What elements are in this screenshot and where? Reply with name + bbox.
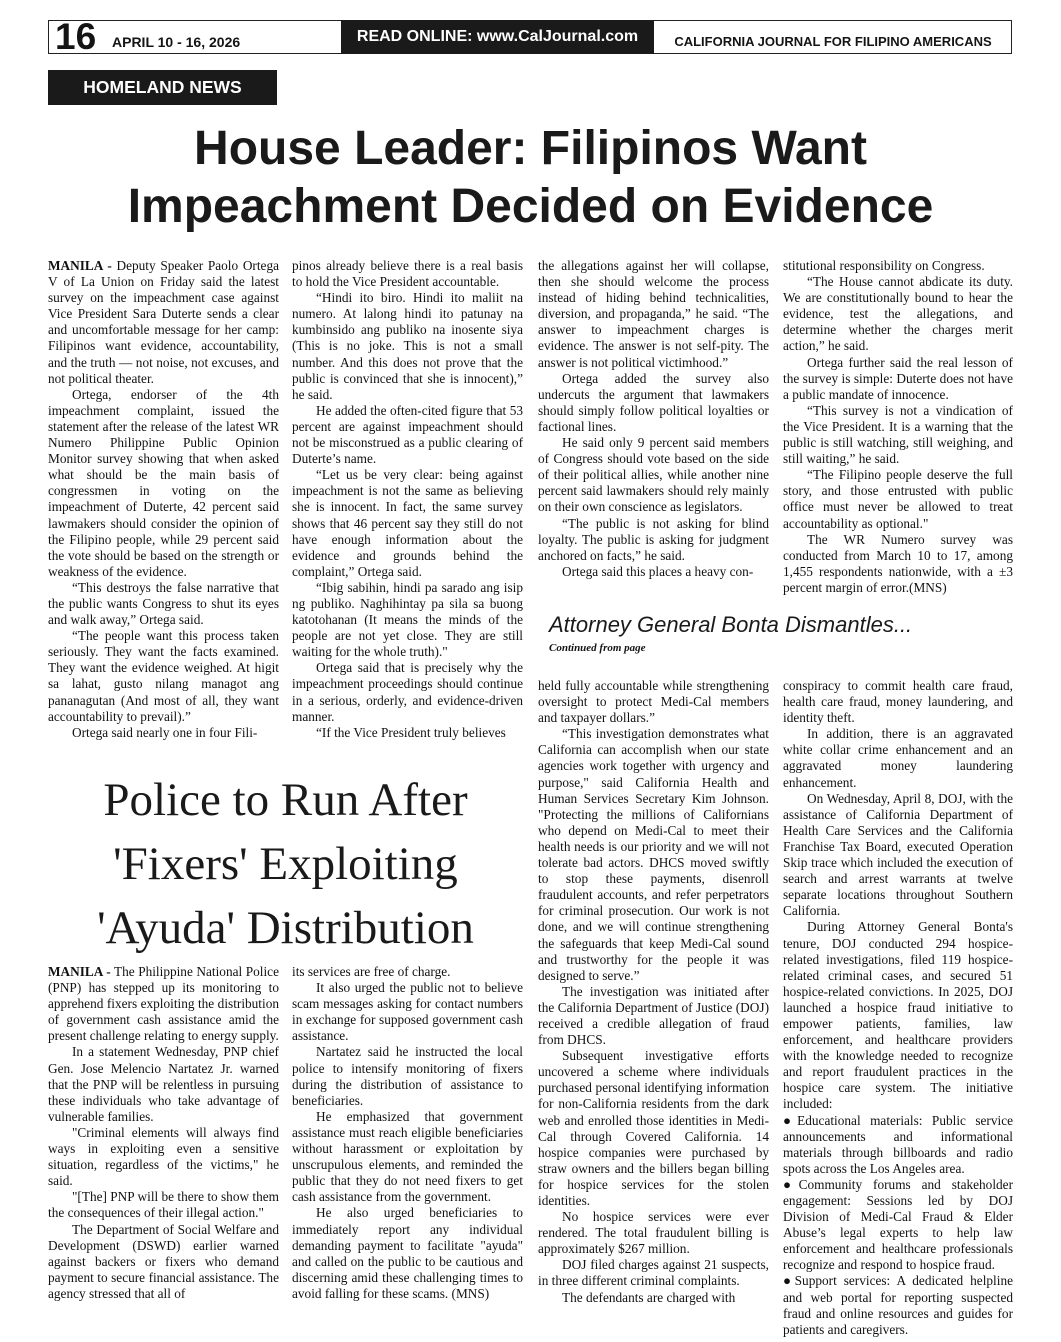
article2-paragraph: MANILA - The Philippine National Police (PNP) has stepped up its monitoring to apprehend fixers exploiting the distribution of government cash assistance amid the present challenge relating to energy supply. bbox=[48, 964, 279, 1044]
article1-paragraph: Ortega further said the real lesson of the survey is simple: Duterte does not have a public mandate of innocence. bbox=[783, 354, 1013, 402]
dateline: MANILA - bbox=[48, 258, 112, 273]
article2-paragraph: He also urged beneficiaries to immediately report any individual demanding payment to facilitate "ayuda" and called on the public to be cautious and discerning amid these challenging times to avoid falling for these scams. (MNS) bbox=[292, 1205, 523, 1301]
article1-paragraph: “Ibig sabihin, hindi pa sarado ang isip ng publiko. Naghihintay pa sila sa buong katotohanan (It means the minds of the people are not yet close. They are still waiting for the whole truth)." bbox=[292, 579, 523, 660]
dateline: MANILA - bbox=[48, 964, 111, 979]
article1-paragraph: “The Filipino people deserve the full story, and those entrusted with public office must never be allowed to treat accountability as optional." bbox=[783, 467, 1013, 531]
article1-paragraph: Ortega said nearly one in four Fili- bbox=[72, 724, 258, 740]
bullet-item: ●Community forums and stakeholder engagement: Sessions led by DOJ Division of Medi-Cal Fraud & Elder Abuse’s legal experts to help law enforcement and healthcare professionals recognize and respond to hospice fraud. bbox=[783, 1176, 1013, 1273]
article1-paragraph: pinos already believe there is a real basis to hold the Vice President accountable. bbox=[292, 258, 523, 290]
article3-paragraph: The defendants are charged with bbox=[562, 1289, 736, 1305]
article1-paragraph: The WR Numero survey was conducted from March 10 to 17, among 1,455 respondents nationwide, with a ±3 percent margin of error.(MNS) bbox=[783, 531, 1013, 595]
article3-paragraph: During Attorney General Bonta's tenure, DOJ conducted 294 hospice-related investigations, filed 119 hospice-related criminal cases, and secured 51 hospice-related convictions. In 2025, DOJ launched a hospice fraud initiative to empower patients, families, law enforcement, and healthcare providers with the knowledge needed to recognize and report fraudulent practices in the hospice care system. The initiative included: bbox=[783, 919, 1013, 1112]
article1-paragraph: “Let us be very clear: being against impeachment is not the same as believing she is innocent. In fact, the same survey shows that 46 percent say they still do not have enough information about the evidence and grounds behind the complaint,” Ortega said. bbox=[292, 467, 523, 579]
article1-paragraph: “This survey is not a vindication of the Vice President. It is a warning that the public is still watching, still weighing, and still waiting,” he said. bbox=[783, 402, 1013, 467]
article1-paragraph: “The people want this process taken seriously. They want the facts examined. They want the evidence weighed. At higit sa lahat, gusto nilang managot ang pananagutan (And most of all, they want accountability to prevail).” bbox=[48, 628, 279, 724]
article3-paragraph: On Wednesday, April 8, DOJ, with the assistance of California Department of Health Care Services and the California Franchise Tax Board, executed Operation Skip trace which included the execution of search and arrest warrants at twelve separate locations throughout Southern California. bbox=[783, 790, 1013, 919]
article2-paragraph: The Department of Social Welfare and Development (DSWD) earlier warned against backers or fixers who demand payment to secure financial assistance. The agency stressed that all of bbox=[48, 1221, 279, 1301]
article1-paragraph: He said only 9 percent said members of Congress should vote based on the side of their political allies, while another nine percent said lawmakers should rely mainly on their own conscience as legislators. bbox=[538, 435, 769, 515]
article1-column-1 bbox=[48, 258, 279, 741]
article2-paragraph: In a statement Wednesday, PNP chief Gen. Jose Melencio Nartatez Jr. warned that the PNP will be relentless in pursuing these individuals who take advantage of vulnerable families. bbox=[48, 1044, 279, 1124]
article2-paragraph: Nartatez said he instructed the local police to intensify monitoring of fixers during the distribution of assistance to beneficiaries. bbox=[292, 1044, 523, 1108]
article1-paragraph: Ortega said this places a heavy con- bbox=[562, 563, 754, 579]
article1-paragraph: “If the Vice President truly believes bbox=[316, 724, 506, 740]
bullet-item: ●Support services: A dedicated helpline and web portal for reporting suspected fraud and online resources and guides for patients and caregivers. bbox=[783, 1273, 1013, 1337]
article1-paragraph: MANILA - Deputy Speaker Paolo Ortega V of La Union on Friday said the latest survey on the impeachment case against Vice President Sara Duterte sends a clear and uncomfortable message for her camp: Filipinos want evidence, accountability, and the truth — not noise, not excuses, and not political theater. bbox=[48, 258, 280, 386]
article1-column-4 bbox=[783, 258, 1013, 596]
article1-column-2 bbox=[292, 258, 523, 741]
article2-paragraph: "Criminal elements will always find ways in exploiting even a sensitive situation, regardless of the victims," he said. bbox=[48, 1124, 279, 1189]
article2-paragraph: its services are free of charge. bbox=[292, 964, 451, 979]
article2-paragraph: "[The] PNP will be there to show them the consequences of their illegal action." bbox=[48, 1189, 279, 1221]
article3-paragraph: The investigation was initiated after the California Department of Justice (DOJ) received a credible allegation of fraud from DHCS. bbox=[538, 983, 769, 1048]
article-headline: House Leader: Filipinos Want Impeachment Decided on Evidence bbox=[127, 122, 934, 233]
article1-paragraph: “The House cannot abdicate its duty. We are constitutionally bound to hear the evidence, test the allegations, and determine whether the charges merit action,” he said. bbox=[783, 274, 1013, 354]
article3-paragraph: In addition, there is an aggravated white collar crime enhancement and an aggravated money laundering enhancement. bbox=[783, 726, 1013, 790]
read-online-banner[interactable]: READ ONLINE: www.CalJournal.com bbox=[341, 20, 654, 54]
article3-column-1 bbox=[538, 678, 769, 1306]
section-label: HOMELAND NEWS bbox=[48, 70, 277, 105]
article1-paragraph: Ortega said that is precisely why the impeachment proceedings should continue in a serious, orderly, and evidence-driven manner. bbox=[292, 660, 523, 724]
article3-paragraph: No hospice services were ever rendered. The total fraudulent billing is approximately $267 million. bbox=[538, 1209, 769, 1257]
article3-column-2 bbox=[783, 678, 1013, 1338]
publication-name: CALIFORNIA JOURNAL FOR FILIPINO AMERICANS bbox=[674, 34, 992, 49]
article1-paragraph: Ortega, endorser of the 4th impeachment complaint, issued the statement after the release of the latest WR Numero Philippine Public Opinion Monitor survey showing that when asked what should be the main basis of congressmen in voting on the impeachment of Duterte, 42 percent said lawmakers should consider the opinion of the Filipino people, while 29 percent said the vote should be based on the strength or weakness of the evidence. bbox=[48, 386, 279, 579]
article3-paragraph: Subsequent investigative efforts uncovered a scheme where individuals purchased personal identifying information for non-California residents from the dark web and enrolled those identities in Medi-Cal through Covered California. 14 hospice companies were purchased by straw owners and the billers began billing for hospice services for the stolen identities. bbox=[538, 1048, 769, 1208]
article3-paragraph: held fully accountable while strengthening oversight to protect Medi-Cal members and taxpayer dollars.” bbox=[538, 678, 769, 726]
article3-paragraph: conspiracy to commit health care fraud, health care fraud, money laundering, and identity theft. bbox=[783, 678, 1013, 726]
police-article-headline: Police to Run After 'Fixers' Exploiting 'Ayuda' Distribution bbox=[97, 774, 474, 954]
issue-date: APRIL 10 - 16, 2026 bbox=[112, 34, 241, 50]
article3-paragraph: “This investigation demonstrates what California can accomplish when our state agencies work together with urgency and purpose," said California Health and Human Services Secretary Kim Johnson. "Protecting the millions of Californians who depend on Medi-Cal to meet their health needs is our priority and we will not tolerate bad actors. DHCS moved swiftly to stop these payments, disenroll fraudulent accounts, and refer perpetrators for criminal prosecution. Our work is not done, and we will continue strengthening the safeguards that keep Medi-Cal sound and trustworthy for the people it was designed to serve.” bbox=[538, 726, 769, 983]
article2-column-2 bbox=[292, 964, 523, 1302]
bullet-item: ●Educational materials: Public service announcements and informational materials through billboards and radio spots across the Los Angeles area. bbox=[783, 1112, 1013, 1176]
article2-column-1 bbox=[48, 964, 279, 1302]
article1-paragraph: the allegations against her will collapse, then she should welcome the process instead of hiding behind technicalities, diversion, and propaganda,” he said. “The answer to impeachment charges is evidence. The answer is not self-pity. The answer is not political victimhood.” bbox=[538, 258, 769, 370]
article2-paragraph: He emphasized that government assistance must reach eligible beneficiaries without harassment or exploitation by unscrupulous elements, and reminded the public that they do not need fixers to get cash assistance from the government. bbox=[292, 1108, 523, 1205]
article2-paragraph: It also urged the public not to believe scam messages asking for contact numbers in exchange for supposed government cash assistance. bbox=[292, 980, 523, 1044]
article1-paragraph: “The public is not asking for blind loyalty. The public is asking for judgment anchored on facts,” he said. bbox=[538, 515, 769, 563]
article1-column-3 bbox=[538, 258, 769, 580]
article1-paragraph: Ortega added the survey also undercuts the argument that lawmakers should simply follow political loyalties or factional lines. bbox=[538, 370, 769, 434]
continued-from-note: Continued from page bbox=[549, 642, 646, 654]
article3-paragraph: DOJ filed charges against 21 suspects, in three different criminal complaints. bbox=[538, 1257, 769, 1289]
page-number: 16 bbox=[55, 16, 97, 57]
article1-paragraph: He added the often-cited figure that 53 percent are against impeachment should not be misconstrued as a public clearing of Duterte’s name. bbox=[292, 402, 523, 467]
article1-paragraph: “This destroys the false narrative that the public wants Congress to shut its eyes and walk away,” Ortega said. bbox=[48, 579, 279, 628]
continued-article-headline: Attorney General Bonta Dismantles... bbox=[549, 612, 913, 637]
article1-paragraph: “Hindi ito biro. Hindi ito maliit na numero. At lalong hindi ito patunay na kumbinsido ang publiko na inosente siya (This is no joke. This is not a small number. And this does not prove that the public is convinced that she is innocent),” he said. bbox=[292, 290, 523, 402]
article1-paragraph: stitutional responsibility on Congress. bbox=[783, 258, 985, 273]
